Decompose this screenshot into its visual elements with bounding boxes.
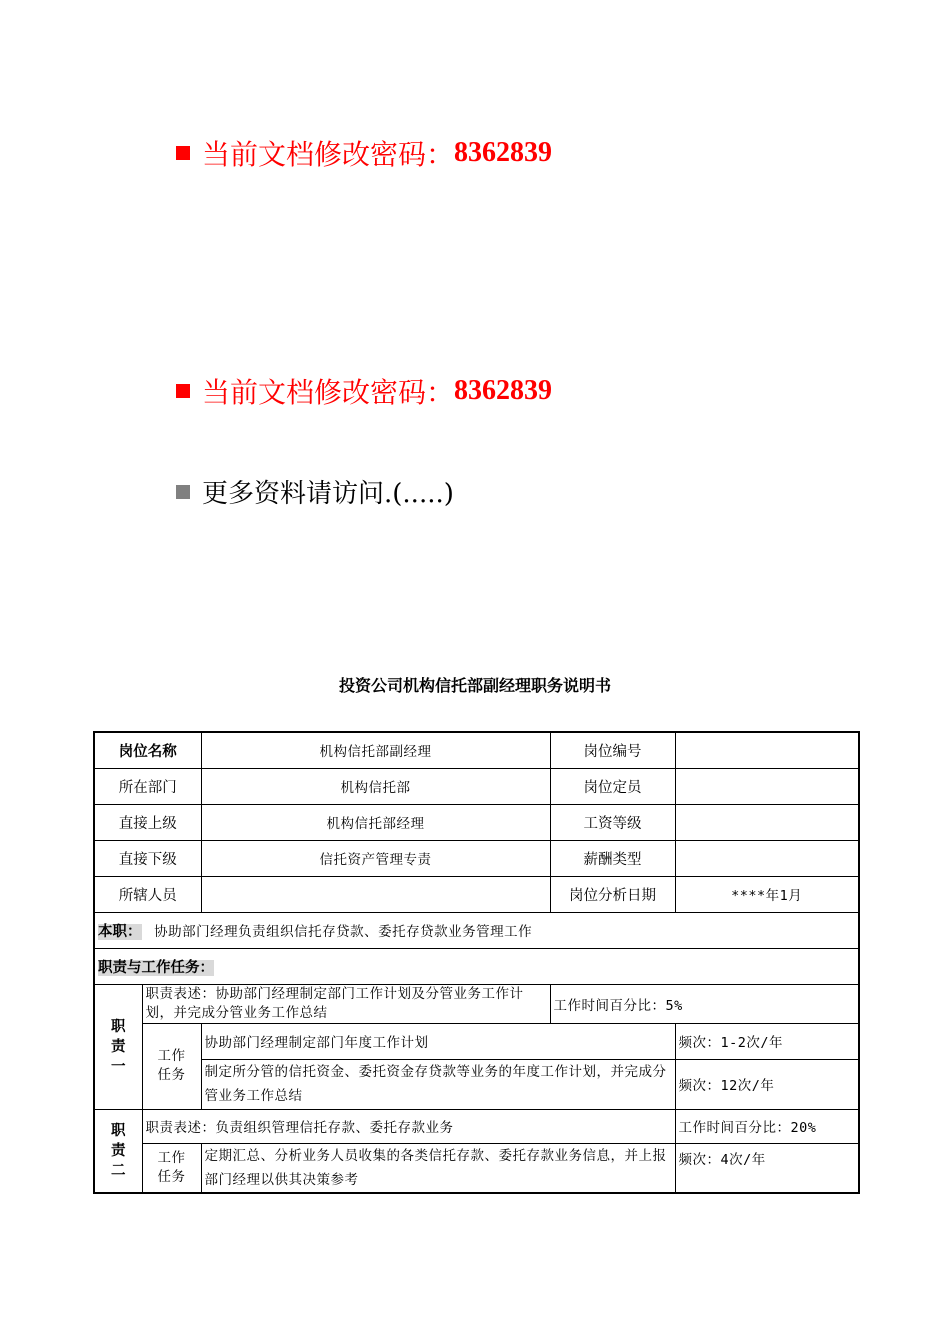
- field-label: 岗位定员: [550, 768, 675, 804]
- duties-header: 职责与工作任务：: [98, 959, 214, 976]
- red-square-bullet-icon: [176, 384, 190, 398]
- notice-text: 当前文档修改密码：: [202, 138, 455, 171]
- duties-header-cell: [94, 948, 859, 984]
- field-value: [201, 876, 550, 912]
- duty2-desc-row: [94, 1109, 859, 1143]
- field-label: 直接上级: [94, 804, 201, 840]
- field-label: 直接下级: [94, 840, 201, 876]
- field-value: 机构信托部: [201, 768, 550, 804]
- field-value: [675, 768, 859, 804]
- field-value: [675, 840, 859, 876]
- field-value: 信托资产管理专责: [201, 840, 550, 876]
- main-duty-cell: [94, 912, 859, 948]
- field-label: 岗位分析日期: [550, 876, 675, 912]
- field-value: 机构信托部副经理: [201, 732, 550, 768]
- duty2-desc: 职责表述：负责组织管理信托存款、委托存款业务: [142, 1109, 675, 1143]
- duty2-time-pct: 工作时间百分比：20%: [675, 1109, 859, 1143]
- main-duty-label: 本职：: [98, 923, 142, 940]
- task-row: [94, 1059, 859, 1109]
- duty1-desc-row: [94, 984, 859, 1023]
- task-row: [94, 1143, 859, 1193]
- password-notice-1: [176, 133, 552, 173]
- field-label: 岗位名称: [94, 732, 201, 768]
- duty1-time-pct: 工作时间百分比：5%: [550, 984, 859, 1023]
- more-link-text[interactable]: 更多资料请访问.(.....): [202, 479, 454, 509]
- field-value: [675, 804, 859, 840]
- task-text: 协助部门经理制定部门年度工作计划: [201, 1023, 675, 1059]
- duties-header-row: [94, 948, 859, 984]
- duty2-title: 职责二: [94, 1109, 142, 1193]
- password-notice-2: [176, 371, 552, 411]
- notice-code: 8362839: [454, 137, 553, 168]
- duty1-desc: 职责表述：协助部门经理制定部门工作计划及分管业务工作计划，并完成分管业务工作总结: [142, 984, 550, 1023]
- document-title: 投资公司机构信托部副经理职务说明书: [338, 678, 611, 695]
- more-link-line[interactable]: [176, 473, 454, 510]
- table-row: [94, 768, 859, 804]
- notice-text: 当前文档修改密码：: [202, 376, 455, 409]
- field-label: 薪酬类型: [550, 840, 675, 876]
- red-square-bullet-icon: [176, 146, 190, 160]
- job-description-table: [93, 731, 860, 1194]
- task-frequency: 频次：4次/年: [675, 1143, 859, 1193]
- duty1-task-label: 工作任务: [142, 1023, 201, 1109]
- notice-code: 8362839: [454, 375, 553, 406]
- main-duty-row: [94, 912, 859, 948]
- field-label: 岗位编号: [550, 732, 675, 768]
- field-label: 工资等级: [550, 804, 675, 840]
- field-label: 所在部门: [94, 768, 201, 804]
- duty1-title: 职责一: [94, 984, 142, 1109]
- task-text: 定期汇总、分析业务人员收集的各类信托存款、委托存款业务信息，并上报部门经理以供其决策参考: [201, 1143, 675, 1193]
- field-label: 所辖人员: [94, 876, 201, 912]
- field-value: [675, 732, 859, 768]
- main-duty-text: 协助部门经理负责组织信托存贷款、委托存贷款业务管理工作: [154, 923, 533, 940]
- table-row: [94, 732, 859, 768]
- table-row: [94, 804, 859, 840]
- field-value: 机构信托部经理: [201, 804, 550, 840]
- field-value: ****年1月: [675, 876, 859, 912]
- duty2-task-label: 工作任务: [142, 1143, 201, 1193]
- table-row: [94, 876, 859, 912]
- task-frequency: 频次：1-2次/年: [675, 1023, 859, 1059]
- task-text: 制定所分管的信托资金、委托资金存贷款等业务的年度工作计划，并完成分管业务工作总结: [201, 1059, 675, 1109]
- table-row: [94, 840, 859, 876]
- task-row: [94, 1023, 859, 1059]
- gray-square-bullet-icon: [176, 485, 190, 499]
- task-frequency: 频次：12次/年: [675, 1059, 859, 1109]
